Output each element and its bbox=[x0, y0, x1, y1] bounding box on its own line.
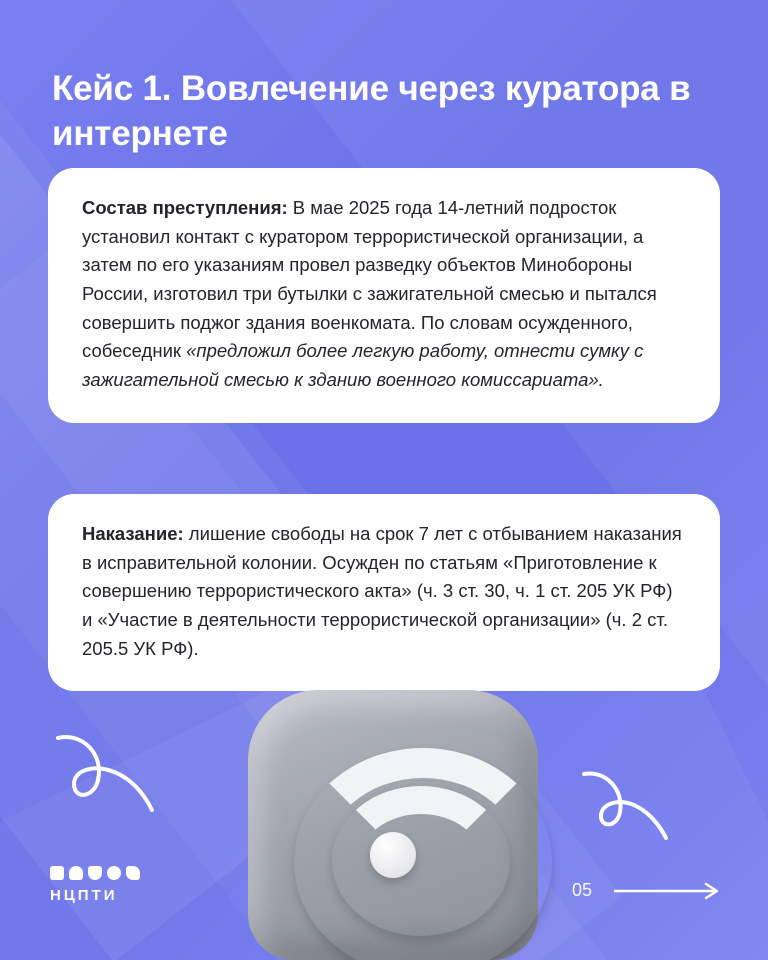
crime-paragraph bbox=[82, 194, 686, 395]
squiggle-decoration-icon bbox=[52, 728, 162, 818]
wifi-dot bbox=[370, 832, 416, 878]
crime-quote-text: «предложил более легкую работу, отнести сумку с зажигательной смесью к зданию военного комиссариата». bbox=[82, 340, 644, 391]
crime-body-text: В мае 2025 года 14-летний подросток установил контакт с куратором террористической организации, а затем по его указаниям провел разведку объектов Минобороны России, изготовил три бутылки с зажигательной смесью и пытался совершить поджог здания военкомата. По словам осужденного, собеседник bbox=[82, 197, 657, 362]
punishment-card bbox=[48, 494, 720, 691]
brand-logo bbox=[50, 866, 140, 904]
brand-logo-glyphs bbox=[50, 866, 140, 880]
crime-description-card bbox=[48, 168, 720, 423]
punishment-lead-label: Наказание: bbox=[82, 523, 184, 544]
page-title: Кейс 1. Вовлечение через куратора в интернете bbox=[52, 69, 691, 154]
squiggle-decoration-icon bbox=[580, 768, 672, 848]
wifi-icon bbox=[248, 690, 538, 960]
punishment-body-text: лишение свободы на срок 7 лет с отбыванием наказания в исправительной колонии. Осужден по статьям «Приготовление к совершению террористического акта» (ч. 3 ст. 30, ч. 1 ст. 205 УК РФ) и «Участие в деятельности террористической организации» (ч. 2 ст. 205.5 УК РФ). bbox=[82, 523, 682, 659]
arrow-right-icon[interactable] bbox=[614, 882, 724, 900]
page-number: 05 bbox=[572, 880, 593, 900]
punishment-paragraph bbox=[82, 520, 686, 663]
brand-name: НЦПТИ bbox=[50, 887, 118, 904]
crime-lead-label: Состав преступления: bbox=[82, 197, 288, 218]
wifi-arc-inner bbox=[332, 786, 510, 936]
